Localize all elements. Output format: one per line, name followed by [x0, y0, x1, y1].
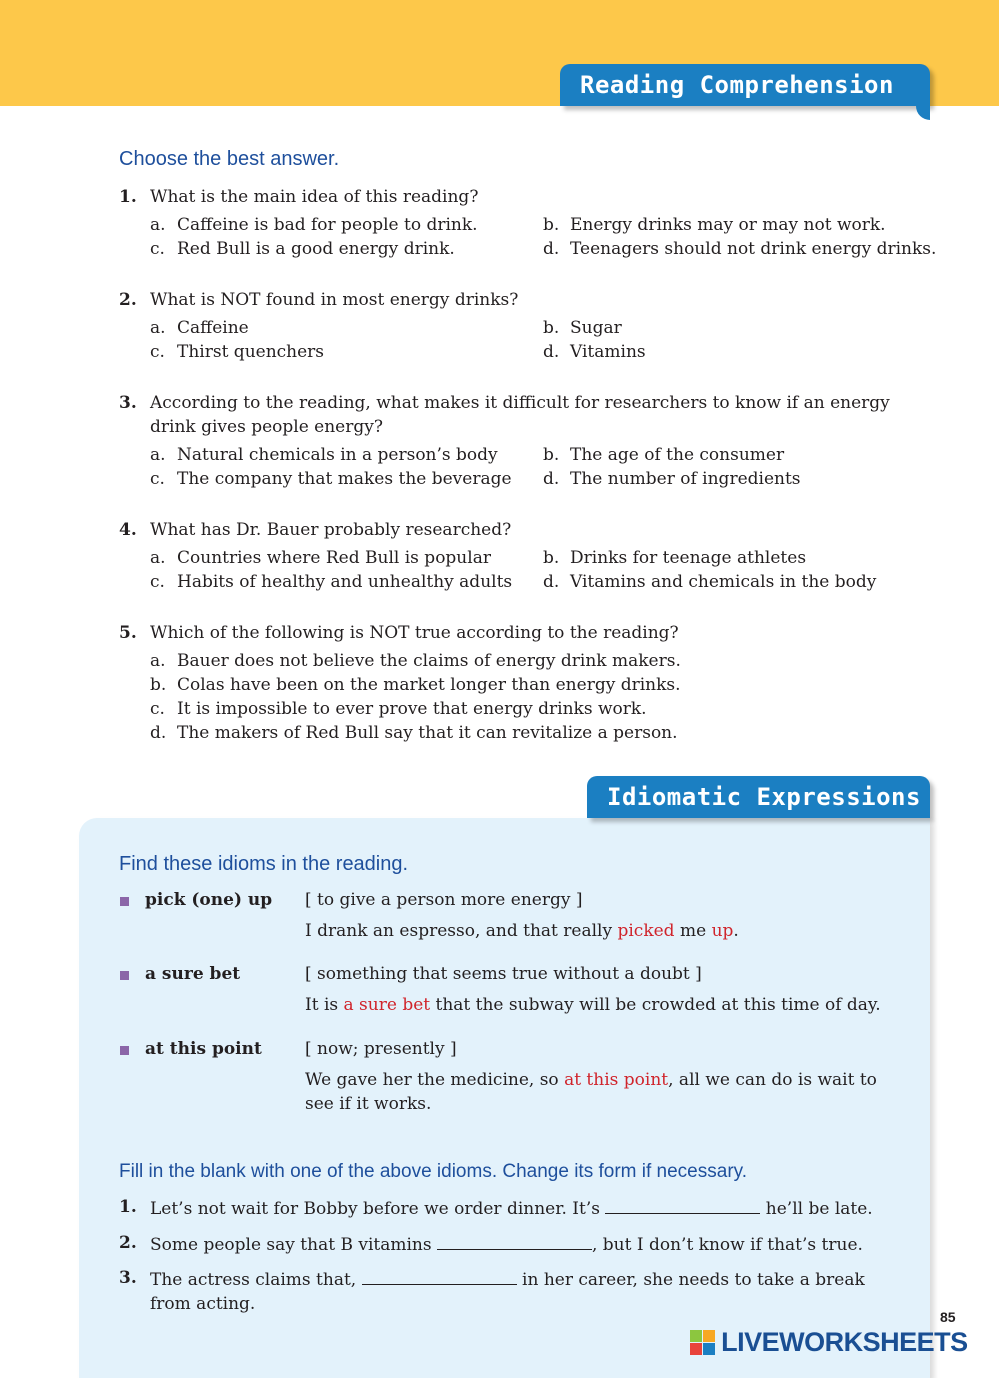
fill-text: in her career, she needs to take a break from acting. — [150, 1270, 865, 1314]
question-text: What is NOT found in most energy drinks? — [150, 290, 519, 310]
question-text: What has Dr. Bauer probably researched? — [150, 520, 512, 540]
option-letter: a. — [150, 445, 166, 465]
highlighted-idiom: up — [711, 921, 734, 941]
bullet-square-icon — [120, 971, 129, 980]
option-letter: b. — [543, 215, 560, 235]
option-text: The age of the consumer — [570, 445, 785, 465]
answer-option[interactable] — [150, 318, 249, 338]
logo-blocks-icon — [690, 1330, 716, 1356]
fill-item-2 — [150, 1233, 910, 1257]
question-number: 4. — [119, 520, 137, 540]
idiomatic-expressions-tab — [587, 776, 930, 818]
answer-option[interactable] — [543, 445, 784, 465]
fill-text: he’ll be late. — [760, 1199, 873, 1219]
option-letter: a. — [150, 215, 166, 235]
choose-best-answer-heading: Choose the best answer. — [119, 148, 340, 170]
fill-text: Let’s not wait for Bobby before we order dinner. It’s — [150, 1199, 606, 1219]
option-text: Vitamins and chemicals in the body — [570, 572, 877, 592]
idiom-term: pick (one) up — [145, 890, 273, 910]
option-text: Thirst quenchers — [177, 342, 325, 362]
reading-comprehension-tab — [560, 64, 930, 106]
logo-wordmark: LIVEWORKSHEETS — [721, 1327, 968, 1357]
reading-comprehension-title: Reading Comprehension — [580, 71, 894, 99]
idiom-definition: [ to give a person more energy ] — [305, 890, 583, 910]
question-number: 3. — [119, 393, 137, 413]
option-letter: c. — [150, 342, 165, 362]
option-letter: d. — [543, 239, 560, 259]
idiom-example — [305, 993, 915, 1017]
bullet-square-icon — [120, 897, 129, 906]
answer-option[interactable] — [543, 239, 936, 259]
answer-blank-input[interactable] — [362, 1269, 517, 1285]
option-text: Countries where Red Bull is popular — [177, 548, 491, 568]
bullet-square-icon — [120, 1046, 129, 1055]
option-text: The makers of Red Bull say that it can revitalize a person. — [177, 723, 678, 743]
option-letter: d. — [150, 723, 167, 743]
option-text: Teenagers should not drink energy drinks. — [570, 239, 937, 259]
answer-option[interactable] — [150, 215, 478, 235]
answer-blank-input[interactable] — [437, 1234, 592, 1250]
idiomatic-expressions-title: Idiomatic Expressions — [607, 783, 921, 811]
answer-option[interactable] — [150, 342, 324, 362]
option-letter: a. — [150, 548, 166, 568]
option-letter: c. — [150, 572, 165, 592]
question-number: 1. — [119, 187, 137, 207]
option-letter: c. — [150, 699, 165, 719]
logo-block — [690, 1343, 702, 1355]
example-text: , all we can do is wait to see if it works. — [305, 1070, 877, 1114]
example-text: It is — [305, 995, 344, 1015]
answer-option[interactable] — [543, 548, 806, 568]
option-letter: b. — [543, 548, 560, 568]
highlighted-idiom: a sure bet — [343, 995, 431, 1015]
example-text: I drank an espresso, and that really — [305, 921, 618, 941]
option-letter: c. — [150, 469, 165, 489]
option-text: Caffeine is bad for people to drink. — [177, 215, 478, 235]
option-text: The company that makes the beverage — [177, 469, 512, 489]
answer-option[interactable] — [543, 342, 646, 362]
option-letter: a. — [150, 318, 166, 338]
idiom-definition: [ something that seems true without a doubt ] — [305, 964, 702, 984]
fill-text: Some people say that B vitamins — [150, 1235, 437, 1255]
fill-item-1 — [150, 1197, 910, 1221]
answer-blank-input[interactable] — [605, 1198, 760, 1214]
question-text: What is the main idea of this reading? — [150, 187, 479, 207]
option-text: Caffeine — [177, 318, 249, 338]
answer-option[interactable] — [150, 239, 455, 259]
answer-option[interactable] — [543, 469, 801, 489]
question-number: 5. — [119, 623, 137, 643]
answer-option[interactable] — [150, 675, 681, 695]
question-number: 2. — [119, 290, 137, 310]
idiom-definition: [ now; presently ] — [305, 1039, 457, 1059]
idiom-term: at this point — [145, 1039, 262, 1059]
option-letter: b. — [543, 318, 560, 338]
example-text: that the subway will be crowded at this time of day. — [430, 995, 881, 1015]
option-text: Red Bull is a good energy drink. — [177, 239, 455, 259]
answer-option[interactable] — [150, 699, 647, 719]
option-letter: d. — [543, 469, 560, 489]
highlighted-idiom: at this point — [564, 1070, 669, 1090]
example-text: . — [733, 921, 739, 941]
answer-option[interactable] — [543, 572, 876, 592]
liveworksheets-logo — [690, 1327, 968, 1357]
example-text: We gave her the medicine, so — [305, 1070, 565, 1090]
option-letter: a. — [150, 651, 166, 671]
option-letter: d. — [543, 572, 560, 592]
highlighted-idiom: picked — [617, 921, 675, 941]
idiom-example — [305, 1068, 905, 1116]
fill-item-number: 3. — [119, 1268, 137, 1288]
answer-option[interactable] — [150, 548, 491, 568]
answer-option[interactable] — [150, 651, 681, 671]
option-letter: d. — [543, 342, 560, 362]
option-letter: b. — [150, 675, 167, 695]
option-text: Bauer does not believe the claims of energy drink makers. — [177, 651, 681, 671]
example-text: me — [674, 921, 712, 941]
answer-option[interactable] — [543, 215, 886, 235]
idiom-example — [305, 919, 905, 943]
option-text: The number of ingredients — [570, 469, 801, 489]
fill-in-blank-heading: Fill in the blank with one of the above idioms. Change its form if necessary. — [119, 1161, 748, 1182]
fill-item-number: 2. — [119, 1233, 137, 1253]
answer-option[interactable] — [150, 723, 678, 743]
option-text: Habits of healthy and unhealthy adults — [177, 572, 513, 592]
find-idioms-heading: Find these idioms in the reading. — [119, 853, 409, 875]
option-text: Drinks for teenage athletes — [570, 548, 807, 568]
question-text: According to the reading, what makes it difficult for researchers to know if an energy drink gives people energy? — [150, 393, 890, 437]
option-text: It is impossible to ever prove that energy drinks work. — [177, 699, 647, 719]
option-letter: b. — [543, 445, 560, 465]
logo-block — [690, 1330, 702, 1342]
logo-block — [703, 1330, 715, 1342]
page-number: 85 — [940, 1309, 956, 1325]
answer-option[interactable] — [150, 445, 498, 465]
option-text: Sugar — [570, 318, 622, 338]
fill-text: The actress claims that, — [150, 1270, 362, 1290]
answer-option[interactable] — [150, 572, 512, 592]
fill-item-3 — [150, 1268, 880, 1316]
tab-curl-decoration — [916, 106, 930, 120]
option-text: Colas have been on the market longer than energy drinks. — [177, 675, 681, 695]
option-text: Vitamins — [570, 342, 646, 362]
fill-text: , but I don’t know if that’s true. — [591, 1235, 863, 1255]
option-text: Energy drinks may or may not work. — [570, 215, 886, 235]
logo-block — [703, 1343, 715, 1355]
answer-option[interactable] — [543, 318, 622, 338]
fill-item-number: 1. — [119, 1197, 137, 1217]
idiom-term: a sure bet — [145, 964, 241, 984]
option-text: Natural chemicals in a person’s body — [177, 445, 498, 465]
option-letter: c. — [150, 239, 165, 259]
answer-option[interactable] — [150, 469, 512, 489]
question-text: Which of the following is NOT true according to the reading? — [150, 623, 679, 643]
